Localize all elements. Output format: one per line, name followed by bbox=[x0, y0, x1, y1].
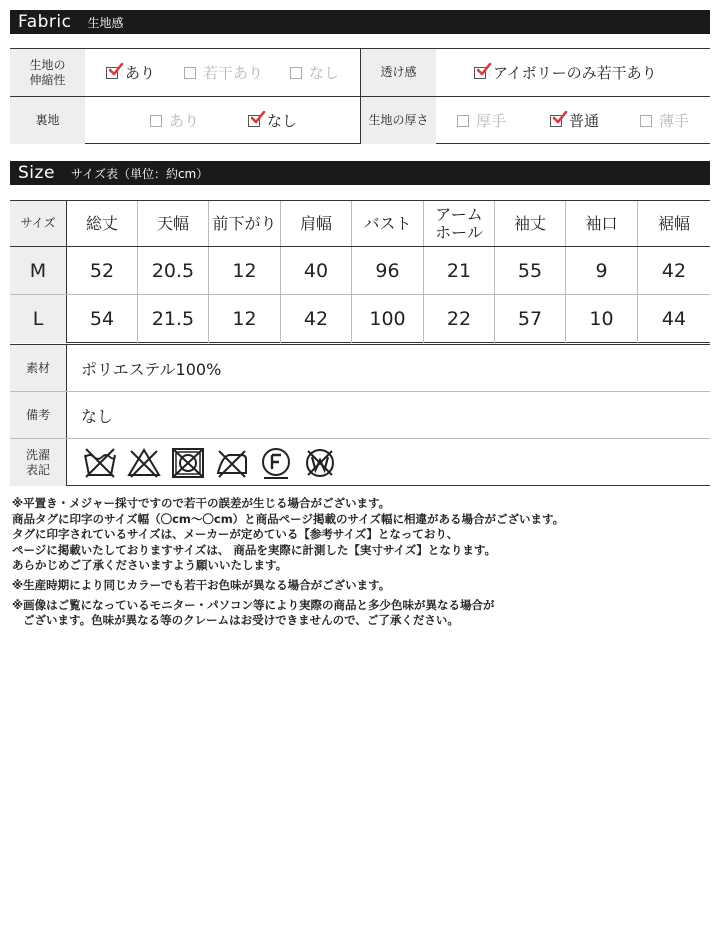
sheer-label: 透け感 bbox=[361, 49, 436, 96]
fabric-section-header bbox=[10, 10, 710, 34]
checkbox-checked bbox=[550, 115, 562, 127]
size-header-cell: 前下がり bbox=[209, 201, 281, 246]
fabric-table bbox=[10, 48, 710, 144]
size-section-title: Size bbox=[18, 163, 55, 183]
note-line: 商品タグに印字のサイズ幅（〇cm〜〇cm）と商品ページ掲載のサイズ幅に相違がある場合がございます。 bbox=[12, 511, 565, 526]
size-header-cell: サイズ bbox=[10, 201, 67, 246]
size-value-cell: 21 bbox=[424, 247, 495, 294]
size-header-cell: バスト bbox=[352, 201, 424, 246]
size-label-cell: L bbox=[10, 295, 67, 343]
size-section-header bbox=[10, 161, 710, 185]
size-value-cell: 9 bbox=[566, 247, 638, 294]
thickness-option-atsude: 厚手 bbox=[457, 97, 506, 144]
size-value-cell: 42 bbox=[661, 259, 687, 282]
fabric-section-subtitle: 生地感 bbox=[87, 15, 124, 30]
care-row bbox=[10, 438, 710, 486]
size-value-cell: 20.5 bbox=[138, 247, 209, 294]
note-line: ※平置き・メジャー採寸ですので若干の誤差が生じる場合がございます。 bbox=[12, 496, 391, 510]
no-iron-icon bbox=[214, 445, 250, 481]
size-value-cell: 10 bbox=[566, 295, 638, 343]
no-tumble-dry-icon bbox=[170, 445, 206, 481]
size-value-cell: 40 bbox=[281, 247, 352, 294]
lining-option-nashi: なし bbox=[248, 97, 297, 144]
size-value-cell: 57 bbox=[495, 295, 566, 343]
lining-option-ari: あり bbox=[150, 97, 199, 144]
remarks-row bbox=[10, 391, 710, 438]
info-table bbox=[10, 344, 710, 486]
size-table-row-m bbox=[10, 247, 710, 295]
size-value-cell: 22 bbox=[424, 295, 495, 343]
size-value-cell: 100 bbox=[352, 295, 424, 343]
size-value-cell: 55 bbox=[495, 247, 566, 294]
stretch-label: 生地の 伸縮性 bbox=[10, 49, 85, 96]
care-icons bbox=[82, 445, 338, 481]
notes bbox=[12, 496, 712, 629]
note-line: ※画像はご覧になっているモニター・パソコン等により実際の商品と多少色味が異なる場合が bbox=[12, 597, 495, 612]
thickness-option-usude: 薄手 bbox=[640, 97, 689, 144]
fabric-section-title: Fabric bbox=[18, 12, 72, 32]
size-header-cell: 袖口 bbox=[566, 201, 638, 246]
dry-clean-f-icon bbox=[258, 445, 294, 481]
care-label: 洗濯 表記 bbox=[10, 439, 67, 486]
size-value-cell: 12 bbox=[209, 247, 281, 294]
size-header-cell: 総丈 bbox=[67, 201, 138, 246]
size-header-cell: 天幅 bbox=[138, 201, 209, 246]
note-line: ※生産時期により同じカラーでも若干お色味が異なる場合がございます。 bbox=[12, 577, 391, 592]
no-bleach-icon bbox=[126, 445, 162, 481]
no-wash-icon bbox=[82, 445, 118, 481]
checkbox-checked bbox=[106, 67, 118, 79]
note-line: ページに掲載いたしておりますサイズは、 商品を実際に計測した【実寸サイズ】となります。 bbox=[12, 542, 497, 557]
size-value-cell: 52 bbox=[67, 247, 138, 294]
size-table-row-l bbox=[10, 295, 710, 343]
note-line: タグに印字されているサイズは、メーカーが定めている【参考サイズ】となっており、 bbox=[12, 527, 459, 542]
check-mark-icon bbox=[250, 111, 266, 125]
checkbox-unchecked bbox=[150, 115, 162, 127]
size-header-cell: アーム ホール bbox=[424, 201, 495, 246]
material-row bbox=[10, 344, 710, 391]
size-value-cell: 12 bbox=[209, 295, 281, 343]
size-label-cell: M bbox=[10, 247, 67, 294]
remarks-label: 備考 bbox=[10, 392, 67, 438]
thickness-label: 生地の厚さ bbox=[361, 97, 436, 144]
stretch-option-nashi: なし bbox=[290, 49, 339, 96]
size-header-cell: 袖丈 bbox=[495, 201, 566, 246]
check-mark-icon bbox=[476, 63, 492, 77]
size-value-cell: 44 bbox=[661, 308, 687, 330]
checkbox-unchecked bbox=[640, 115, 652, 127]
size-value-cell: 21.5 bbox=[138, 295, 209, 343]
material-value: ポリエステル100% bbox=[81, 359, 222, 379]
note-line: あらかじめご了承くださいますよう願いいたします。 bbox=[12, 558, 288, 573]
size-table-header-row bbox=[10, 201, 710, 247]
checkbox-unchecked bbox=[184, 67, 196, 79]
check-mark-icon bbox=[552, 111, 568, 125]
checkbox-unchecked bbox=[290, 67, 302, 79]
note-line: ございます。色味が異なる等のクレームはお受けできませんので、ご了承ください。 bbox=[23, 613, 459, 628]
lining-label: 裏地 bbox=[10, 97, 85, 144]
stretch-option-jakkan: 若干あり bbox=[184, 49, 263, 96]
checkbox-checked bbox=[248, 115, 260, 127]
no-wet-clean-icon bbox=[302, 445, 338, 481]
size-section-subtitle: サイズ表（単位：約cm） bbox=[70, 166, 209, 181]
sheer-option: アイボリーのみ若干あり bbox=[474, 49, 657, 96]
size-header-cell: 裾幅 bbox=[657, 213, 690, 233]
thickness-option-futsuu: 普通 bbox=[550, 97, 599, 144]
size-value-cell: 42 bbox=[281, 295, 352, 343]
remarks-value: なし bbox=[81, 406, 114, 426]
checkbox-unchecked bbox=[457, 115, 469, 127]
checkbox-checked bbox=[474, 67, 486, 79]
fabric-row-2 bbox=[10, 97, 710, 144]
size-header-cell: 肩幅 bbox=[281, 201, 352, 246]
stretch-option-ari: あり bbox=[106, 49, 155, 96]
material-label: 素材 bbox=[10, 345, 67, 391]
fabric-row-1 bbox=[10, 49, 710, 97]
size-table bbox=[10, 200, 710, 343]
size-value-cell: 54 bbox=[67, 295, 138, 343]
check-mark-icon bbox=[108, 63, 124, 77]
size-value-cell: 96 bbox=[352, 247, 424, 294]
